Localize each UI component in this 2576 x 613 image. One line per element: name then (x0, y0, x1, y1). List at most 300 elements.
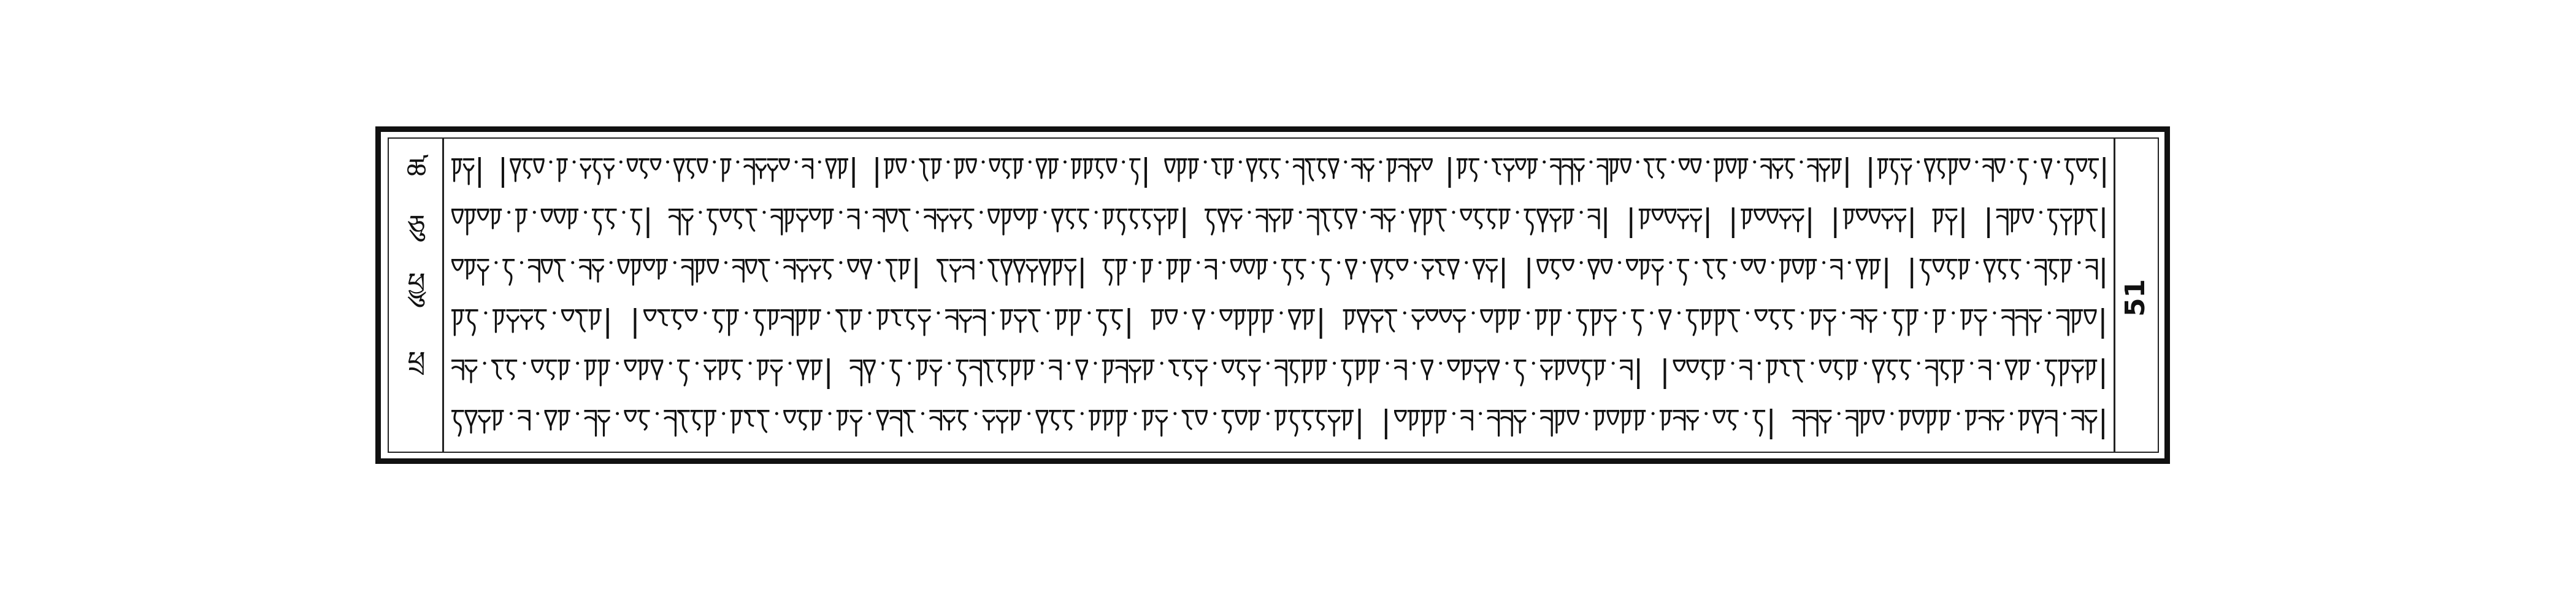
glyph-body (984, 362, 992, 382)
glyph-body (454, 161, 460, 181)
glyph-headline (2058, 360, 2071, 362)
glyph-body (651, 362, 662, 379)
glyph-body (938, 261, 946, 281)
glyph-body (1250, 312, 1257, 335)
glyph-body (1371, 261, 1382, 282)
glyph-headline (1979, 410, 1991, 412)
glyph-headline (1129, 360, 1141, 362)
tsheg-mark (1970, 362, 1973, 365)
glyph-body (1646, 161, 1652, 177)
glyph-body (1012, 362, 1019, 385)
glyph-headline (1068, 309, 1081, 312)
tsheg-mark (736, 161, 739, 164)
glyph-body (1812, 312, 1819, 329)
glyph-body (1902, 412, 1909, 430)
glyph-body (1741, 362, 1751, 379)
glyph-body (593, 265, 604, 282)
glyph-body (919, 315, 930, 335)
glyph-body (1680, 261, 1686, 285)
glyph-headline (1447, 360, 1460, 362)
shad-mark (1987, 207, 1990, 238)
glyph-headline (2085, 360, 2098, 362)
glyph-headline (2070, 309, 2083, 312)
tsheg-mark (1976, 261, 1979, 264)
glyph-body (644, 261, 654, 270)
glyph-body (1440, 312, 1451, 322)
glyph-body (1395, 362, 1406, 379)
tsheg-mark (1403, 312, 1406, 315)
glyph-body (1493, 161, 1500, 174)
tsheg-mark (1363, 211, 1366, 214)
glyph-body (464, 164, 473, 184)
glyph-headline (1741, 209, 1753, 211)
glyph-body (659, 261, 665, 279)
glyph-body (1165, 161, 1175, 172)
glyph-body (1386, 261, 1392, 279)
glyph-body (1222, 362, 1233, 372)
glyph-body (1454, 315, 1465, 332)
glyph-body (1144, 211, 1150, 228)
tsheg-mark (1884, 312, 1887, 315)
tsheg-mark (827, 312, 830, 315)
glyph-headline (1933, 259, 1945, 261)
glyph-body (1942, 412, 1949, 430)
glyph-headline (1726, 410, 1739, 412)
tsheg-mark (911, 161, 914, 164)
tsheg-mark (699, 211, 702, 214)
glyph-body (1317, 362, 1324, 379)
glyph-body (747, 211, 754, 231)
glyph-body (1411, 412, 1417, 430)
glyph-body (1660, 312, 1671, 329)
glyph-body (1052, 211, 1063, 231)
glyph-body (756, 164, 765, 178)
glyph-body (1552, 261, 1558, 279)
glyph-body (1329, 161, 1338, 178)
glyph-headline (2018, 360, 2031, 362)
glyph-body (959, 362, 965, 385)
tsheg-mark (775, 261, 778, 264)
right-margin-column (2114, 139, 2158, 452)
glyph-body (588, 362, 594, 379)
glyph-body (810, 211, 820, 220)
glyph-body (2016, 312, 2027, 335)
glyph-headline (1626, 259, 1638, 261)
left-margin-rule (442, 139, 444, 452)
glyph-body (534, 161, 543, 172)
glyph-body (508, 362, 514, 379)
tsheg-mark (571, 261, 574, 264)
glyph-headline (1925, 410, 1938, 412)
glyph-headline (1792, 259, 1804, 261)
glyph-body (1527, 211, 1533, 234)
tsheg-mark (1472, 312, 1475, 315)
tsheg-mark (1589, 161, 1592, 164)
glyph-body (1642, 211, 1648, 228)
glyph-body (595, 211, 601, 234)
glyph-headline (1354, 360, 1367, 362)
glyph-headline (518, 410, 531, 412)
glyph-headline (1371, 209, 1383, 211)
tsheg-mark (868, 412, 871, 415)
glyph-body (1902, 362, 1908, 379)
tsheg-mark (982, 161, 985, 164)
glyph-headline (1554, 360, 1566, 362)
tsheg-mark (484, 312, 487, 315)
tsheg-mark (1838, 412, 1841, 415)
glyph-headline (1690, 209, 1702, 211)
glyph-body (1050, 161, 1056, 178)
glyph-headline (863, 360, 876, 362)
glyph-headline (2034, 259, 2047, 261)
glyph-headline (1549, 209, 1562, 211)
glyph-headline (561, 309, 574, 312)
glyph-body (1782, 261, 1788, 282)
glyph-headline (691, 410, 703, 412)
glyph-headline (1901, 158, 1912, 161)
margin-glyph: ཅུ (407, 209, 426, 242)
glyph-body (1652, 265, 1663, 285)
tsheg-mark (1669, 261, 1672, 264)
glyph-body (1488, 412, 1498, 436)
glyph-body (1846, 211, 1852, 228)
glyph-headline (1235, 410, 1248, 412)
glyph-body (1107, 161, 1116, 172)
glyph-headline (1341, 410, 1354, 412)
glyph-headline (1620, 410, 1633, 412)
glyph-headline (1258, 158, 1269, 161)
glyph-body (735, 211, 742, 228)
glyph-headline (1217, 209, 1230, 211)
glyph-headline (1597, 158, 1608, 161)
glyph-body (1436, 261, 1444, 275)
glyph-headline (451, 158, 462, 161)
glyph-body (1678, 215, 1689, 228)
glyph-headline (694, 259, 706, 261)
glyph-body (581, 164, 590, 178)
glyph-body (880, 312, 887, 329)
glyph-body (1002, 261, 1012, 285)
glyph-body (746, 412, 753, 426)
tsheg-mark (1516, 211, 1519, 214)
glyph-body (772, 211, 782, 234)
glyph-headline (1474, 360, 1487, 362)
glyph-headline (1713, 309, 1726, 312)
glyph-body (1955, 362, 1961, 382)
tsheg-mark (1917, 161, 1920, 164)
glyph-body (1145, 412, 1152, 430)
glyph-body (1497, 312, 1504, 332)
glyph-headline (1222, 410, 1235, 412)
glyph-body (2003, 312, 2014, 335)
glyph-body (2088, 211, 2095, 231)
glyph-headline (1064, 259, 1076, 261)
glyph-body (1278, 412, 1284, 430)
tsheg-mark (483, 362, 486, 365)
glyph-headline (783, 259, 795, 261)
text-line-script (449, 151, 2109, 194)
glyph-headline (904, 309, 917, 312)
glyph-headline (954, 158, 965, 161)
glyph-body (760, 261, 767, 281)
glyph-headline (1049, 410, 1062, 412)
glyph-body (1501, 211, 1508, 228)
text-line-script (449, 352, 2109, 395)
glyph-body (478, 211, 488, 220)
glyph-headline (2047, 259, 2060, 261)
glyph-body (1259, 261, 1265, 279)
glyph-body (1399, 161, 1408, 181)
tsheg-mark (839, 261, 842, 264)
glyph-body (577, 312, 585, 331)
glyph-body (1925, 161, 1934, 181)
glyph-headline (1576, 309, 1589, 312)
glyph-body (1065, 412, 1071, 430)
shad-mark (1502, 258, 1505, 288)
glyph-headline (2047, 209, 2060, 211)
glyph-headline (1447, 259, 1460, 261)
glyph-headline (1182, 360, 1195, 362)
glyph-body (1225, 161, 1231, 178)
glyph-headline (945, 309, 958, 312)
glyph-body (518, 211, 524, 231)
glyph-headline (531, 360, 544, 362)
glyph-body (1236, 312, 1243, 329)
glyph-body (1999, 261, 2005, 279)
glyph-body (1436, 211, 1444, 231)
glyph-headline (767, 158, 778, 161)
tsheg-mark (507, 211, 510, 214)
glyph-body (529, 261, 540, 282)
glyph-headline (656, 259, 668, 261)
tsheg-mark (979, 211, 983, 214)
glyph-body (892, 362, 899, 385)
glyph-body (874, 211, 884, 231)
glyph-body (1598, 161, 1607, 184)
tsheg-mark (1413, 362, 1416, 365)
tsheg-mark (1612, 362, 1615, 365)
glyph-body (1058, 312, 1065, 329)
glyph-body (1808, 161, 1817, 181)
glyph-headline (528, 259, 540, 261)
glyph-body (1913, 412, 1923, 424)
glyph-body (453, 261, 463, 270)
glyph-headline (502, 259, 515, 261)
glyph-headline (822, 259, 834, 261)
glyph-body (784, 412, 795, 423)
glyph-body (493, 211, 499, 228)
glyph-headline (1830, 259, 1842, 261)
tsheg-mark (1731, 362, 1735, 365)
glyph-headline (1255, 259, 1268, 261)
glyph-headline (847, 209, 859, 211)
glyph-body (680, 362, 686, 385)
tsheg-mark (1222, 261, 1225, 264)
glyph-body (1820, 362, 1830, 372)
tsheg-mark (669, 362, 672, 365)
glyph-headline (465, 410, 478, 412)
glyph-body (1807, 261, 1814, 279)
glyph-headline (2009, 209, 2021, 211)
glyph-body (746, 261, 756, 273)
glyph-body (1755, 312, 1766, 320)
shad-mark (2102, 207, 2104, 238)
glyph-headline (1819, 360, 1832, 362)
shad-mark (1961, 207, 1964, 238)
glyph-body (1424, 412, 1430, 436)
tsheg-mark (1890, 412, 1893, 415)
glyph-body (1462, 412, 1472, 430)
glyph-headline (956, 410, 969, 412)
glyph-headline (584, 360, 597, 362)
glyph-body (1029, 211, 1035, 228)
glyph-body (989, 211, 999, 223)
glyph-body (2061, 215, 2071, 234)
glyph-headline (1686, 410, 1699, 412)
glyph-body (1714, 412, 1724, 423)
glyph-headline (916, 360, 929, 362)
glyph-body (786, 211, 792, 231)
glyph-body (1857, 211, 1867, 220)
glyph-body (1471, 161, 1476, 181)
shad-mark (502, 157, 504, 188)
glyph-headline (1535, 309, 1548, 312)
glyph-body (1882, 215, 1893, 228)
glyph-headline (451, 410, 464, 412)
glyph-body (2030, 315, 2041, 332)
glyph-headline (837, 410, 849, 412)
glyph-headline (1604, 309, 1617, 312)
glyph-body (1014, 211, 1025, 220)
glyph-body (803, 161, 812, 178)
glyph-body (1475, 366, 1485, 382)
tsheg-mark (1337, 261, 1340, 264)
glyph-headline (1593, 410, 1606, 412)
tsheg-mark (881, 362, 884, 365)
glyph-body (453, 362, 463, 379)
glyph-headline (810, 360, 822, 362)
glyph-body (760, 362, 767, 379)
glyph-headline (1600, 259, 1612, 261)
glyph-body (1329, 416, 1340, 436)
tsheg-mark (1267, 412, 1270, 415)
glyph-headline (1869, 259, 1881, 261)
glyph-body (1892, 161, 1897, 184)
glyph-headline (1055, 309, 1068, 312)
tsheg-mark (1506, 362, 1509, 365)
glyph-body (1425, 211, 1431, 234)
glyph-headline (796, 209, 808, 211)
glyph-body (960, 315, 971, 332)
glyph-headline (1658, 309, 1671, 312)
glyph-headline (604, 158, 615, 161)
glyph-headline (1933, 309, 1945, 312)
glyph-headline (1453, 309, 1466, 312)
glyph-body (720, 362, 727, 379)
glyph-body (950, 215, 960, 228)
glyph-headline (767, 309, 780, 312)
glyph-body (825, 211, 831, 228)
glyph-headline (1103, 209, 1115, 211)
glyph-body (1551, 215, 1561, 231)
glyph-headline (464, 259, 477, 261)
glyph-body (1423, 265, 1433, 279)
tsheg-mark (2010, 412, 2013, 415)
glyph-body (545, 412, 556, 430)
glyph-body (1501, 412, 1512, 436)
glyph-body (1849, 362, 1855, 379)
glyph-body (1634, 312, 1641, 335)
glyph-headline (876, 410, 889, 412)
glyph-headline (1677, 209, 1689, 211)
glyph-body (729, 312, 736, 335)
glyph-headline (1562, 209, 1574, 211)
glyph-headline (703, 360, 716, 362)
glyph-body (1769, 362, 1776, 382)
glyph-headline (2083, 309, 2096, 312)
glyph-body (780, 161, 789, 169)
glyph-headline (1524, 209, 1536, 211)
glyph-body (633, 261, 639, 285)
glyph-body (2085, 312, 2096, 323)
glyph-body (1852, 312, 1863, 329)
tsheg-mark (1811, 362, 1814, 365)
glyph-body (1488, 362, 1498, 379)
glyph-headline (1036, 410, 1049, 412)
glyph-headline (592, 158, 603, 161)
glyph-body (907, 312, 914, 329)
glyph-body (1086, 161, 1091, 178)
glyph-headline (489, 209, 502, 211)
glyph-body (494, 412, 501, 430)
tsheg-mark (818, 161, 821, 164)
tsheg-mark (1527, 312, 1530, 315)
tsheg-mark (1160, 362, 1163, 365)
glyph-body (505, 261, 512, 285)
glyph-headline (753, 309, 766, 312)
glyph-body (1170, 261, 1176, 279)
shad-mark (876, 157, 878, 188)
glyph-body (561, 362, 567, 379)
tsheg-mark (1465, 261, 1468, 264)
glyph-body (1785, 312, 1792, 329)
glyph-headline (889, 410, 902, 412)
glyph-headline (451, 309, 464, 312)
glyph-headline (1792, 209, 1804, 211)
glyph-body (1589, 261, 1599, 279)
glyph-body (1025, 362, 1032, 379)
glyph-headline (1075, 360, 1088, 362)
glyph-headline (1819, 158, 1830, 161)
glyph-headline (1288, 410, 1301, 412)
glyph-body (1835, 362, 1841, 379)
glyph-body (645, 312, 656, 320)
glyph-body (641, 161, 646, 178)
glyph-body (957, 161, 962, 178)
glyph-headline (703, 410, 716, 412)
glyph-body (1687, 416, 1698, 430)
glyph-headline (1881, 209, 1893, 211)
glyph-headline (1270, 158, 1281, 161)
glyph-headline (1772, 158, 1783, 161)
glyph-headline (1920, 259, 1932, 261)
glyph-body (771, 366, 781, 385)
glyph-body (1551, 161, 1560, 184)
glyph-body (1755, 412, 1761, 436)
glyph-headline (579, 259, 591, 261)
glyph-body (813, 412, 820, 430)
glyph-headline (886, 209, 898, 211)
